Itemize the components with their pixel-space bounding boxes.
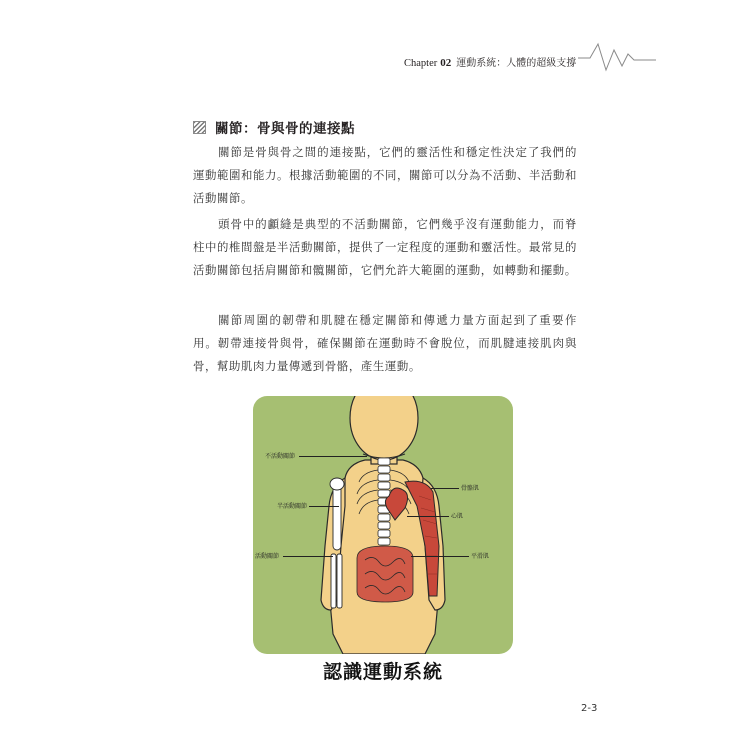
section-heading (193, 117, 355, 137)
running-head (404, 54, 576, 69)
paragraph-1: 關節是骨與骨之間的連接點，它們的靈活性和穩定性決定了我們的運動範圍和能力。根據活動範圍的不同，關節可以分為不活動、半活動和活動關節。 (193, 145, 577, 205)
section-title: 關節：骨與骨的連接點 (215, 121, 355, 137)
figure-caption: 認識運動系統 (322, 661, 443, 683)
label-smooth-muscle: 平滑肌 (471, 553, 490, 560)
label-semi-movable-joint: 半活動關節 (277, 503, 308, 510)
leader-line-semi-movable (309, 506, 339, 507)
page-number: 2-3 (581, 703, 598, 714)
paragraph-3: 關節周圍的韌帶和肌腱在穩定關節和傳遞力量方面起到了重要作用。韌帶連接骨與骨，確保關節在運動時不會脫位，而肌腱連接肌肉與骨，幫助肌肉力量傳遞到骨骼，產生運動。 (193, 313, 577, 373)
label-cardiac-muscle: 心肌 (451, 513, 464, 520)
chapter-number: 02 (440, 57, 452, 69)
chapter-word: Chapter (404, 58, 438, 69)
pulse-line-icon (578, 40, 658, 76)
label-movable-joint: 活動關節 (255, 553, 280, 560)
human-body-illustration (253, 396, 513, 654)
intestines (357, 546, 413, 602)
leader-line-immovable (299, 456, 367, 457)
leader-line-smooth (411, 556, 469, 557)
label-skeletal-muscle: 骨骼肌 (461, 485, 480, 492)
label-immovable-joint: 不活動關節 (265, 453, 296, 460)
hatched-square-icon (193, 121, 206, 134)
leader-line-movable (283, 556, 333, 557)
chapter-title: 運動系統：人體的超級支撐 (456, 58, 577, 69)
leader-line-cardiac (407, 516, 449, 517)
leader-line-skeletal (431, 488, 459, 489)
anatomy-figure (253, 396, 513, 654)
paragraph-2: 頭骨中的顱縫是典型的不活動關節，它們幾乎沒有運動能力，而脊柱中的椎間盤是半活動關節，提供了一定程度的運動和靈活性。最常見的活動關節包括肩關節和髖關節，它們允許大範圍的運動，如轉動和擺動。 (193, 217, 577, 277)
